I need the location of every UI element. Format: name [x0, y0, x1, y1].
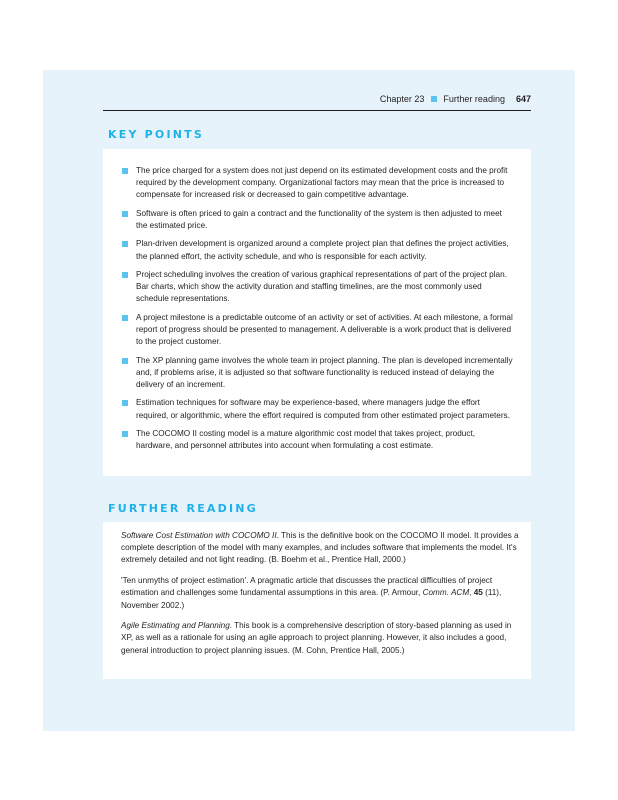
square-bullet-icon [431, 96, 437, 102]
book-title: Software Cost Estimation with COCOMO II [121, 531, 277, 540]
square-bullet-icon [122, 211, 128, 217]
reading-entry: Agile Estimating and Planning. This book is a comprehensive description of story-based planning as used in XP, as well as a rationale for using an agile approach to project planning. However, it also includes a good, general introduction to project planning issues. (M. Cohn, Prentice Hall, 2005.) [121, 621, 512, 655]
key-points-title: KEY POINTS [108, 128, 204, 141]
square-bullet-icon [122, 241, 128, 247]
reading-entry: Software Cost Estimation with COCOMO II. This is the definitive book on the COCOMO II model. It provides a complete description of the model with many examples, and includes software that implements the model. It's extremely detailed and not light reading. (B. Boehm et al., Prentice Hall, 2000.) [121, 531, 519, 565]
further-reading-title: FURTHER READING [108, 502, 258, 515]
square-bullet-icon [122, 431, 128, 437]
square-bullet-icon [122, 168, 128, 174]
list-item: The XP planning game involves the whole team in project planning. The plan is developed incrementally and, if problems arise, it is adjusted so that software functionality is reduced instead of delaying the delivery of an increment. [136, 355, 513, 392]
reading-entry: 'Ten unmyths of project estimation'. A pragmatic article that discusses the practical difficulties of project estimation and challenges some fundamental assumptions in this area. (P. Armour, Comm. ACM, 45 (11), November 2002.) [121, 576, 502, 610]
list-item: Estimation techniques for software may be experience-based, where managers judge the effort required, or algorithmic, where the effort required is computed from other estimated project parameters. [136, 397, 513, 421]
square-bullet-icon [122, 315, 128, 321]
key-points-panel [103, 149, 531, 476]
page-number: 647 [515, 94, 531, 104]
key-points-list [103, 149, 531, 452]
list-item: Project scheduling involves the creation of various graphical representations of part of the project plan. Bar charts, which show the activity duration and staffing timelines, are the most commonly used schedule representations. [136, 269, 513, 306]
square-bullet-icon [122, 400, 128, 406]
list-item: Plan-driven development is organized around a complete project plan that defines the project activities, the planned effort, the activity schedule, and who is responsible for each activity. [136, 238, 513, 262]
running-header [103, 94, 531, 104]
list-item: The COCOMO II costing model is a mature algorithmic cost model that takes project, product, hardware, and personnel attributes into account when formulating a cost estimate. [136, 428, 513, 452]
journal-volume: 45 [473, 588, 483, 598]
header-rule [103, 110, 531, 111]
square-bullet-icon [122, 358, 128, 364]
further-reading-panel [103, 522, 531, 679]
journal-title: Comm. ACM [422, 588, 470, 598]
square-bullet-icon [122, 272, 128, 278]
list-item: The price charged for a system does not just depend on its estimated development costs and the profit required by the development company. Organizational factors may mean that the price is increased to compensate for increased risk or decreased to gain competitive advantage. [136, 165, 513, 202]
list-item: Software is often priced to gain a contract and the functionality of the system is then adjusted to meet the estimated price. [136, 208, 513, 232]
book-title: Agile Estimating and Planning [121, 621, 230, 631]
chapter-label: Chapter 23 [379, 94, 425, 104]
section-label: Further reading [443, 94, 505, 104]
list-item: A project milestone is a predictable outcome of an activity or set of activities. At each milestone, a formal report of progress should be presented to management. A deliverable is a work product that is delivered to the project customer. [136, 312, 513, 349]
